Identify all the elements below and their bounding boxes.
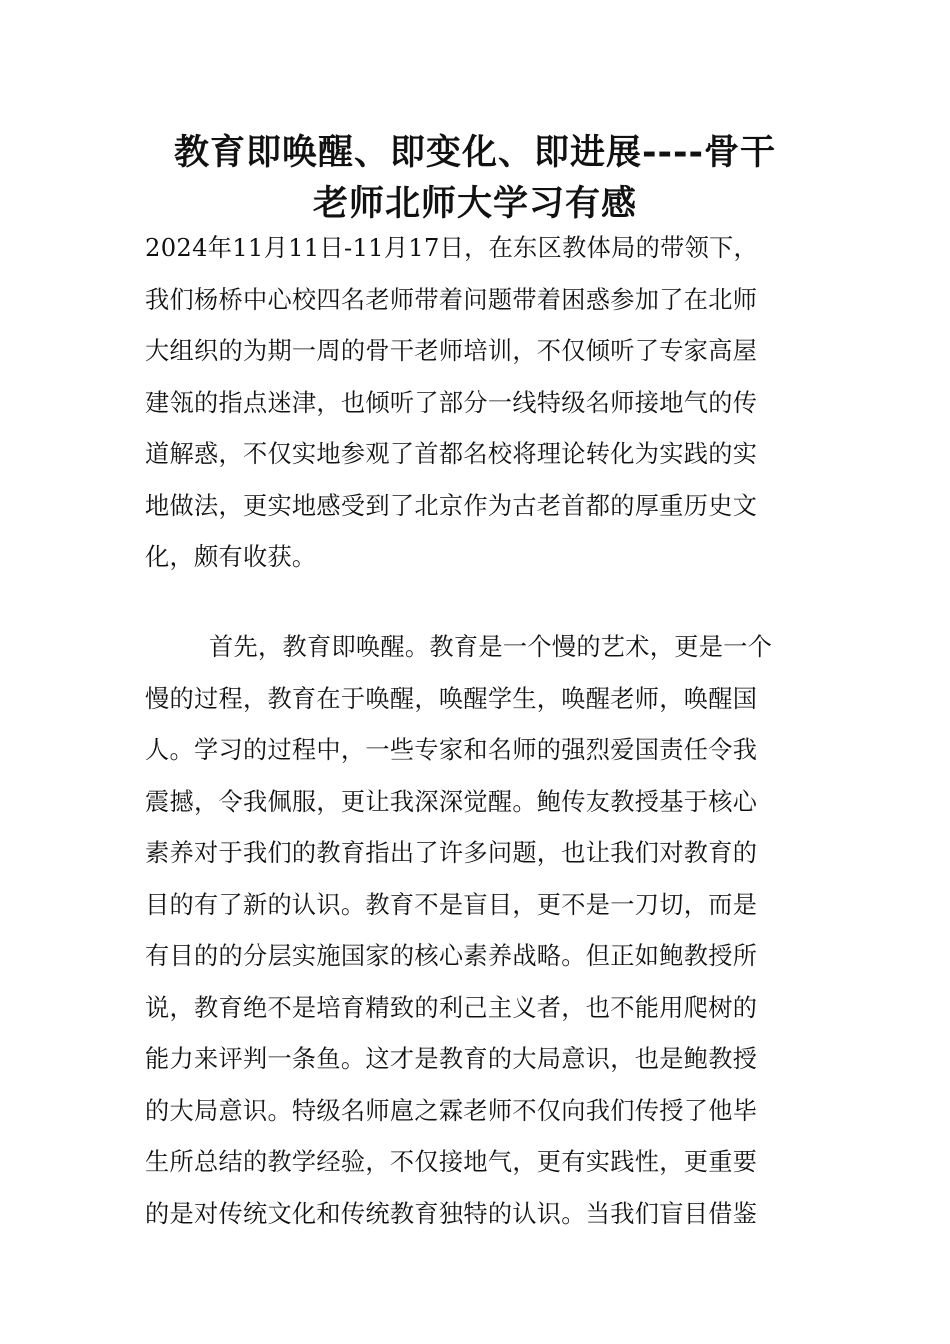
text-line: 化，颇有收获。 <box>145 543 317 571</box>
document-title <box>140 128 810 230</box>
text-line: 震撼，令我佩服，更让我深深觉醒。鲍传友教授基于核心 <box>145 787 758 816</box>
title-line: 教育即唤醒、即变化、即进展----骨干 <box>173 133 777 173</box>
text-line: 我们杨桥中心校四名老师带着问题带着困惑参加了在北师 <box>145 285 758 314</box>
text-line: 有目的的分层实施国家的核心素养战略。但正如鲍教授所 <box>145 942 758 970</box>
text-line: 慢的过程，教育在于唤醒，唤醒学生，唤醒老师，唤醒国 <box>145 684 758 713</box>
text-line: 能力来评判一条鱼。这才是教育的大局意识，也是鲍教授 <box>145 1045 758 1073</box>
text-line: 说，教育绝不是培育精致的利己主义者，也不能用爬树的 <box>145 993 758 1022</box>
paragraph-intro <box>145 223 810 584</box>
text-line: 道解惑，不仅实地参观了首都名校将理论转化为实践的实 <box>145 440 758 468</box>
text-line: 的大局意识。特级名师扈之霖老师不仅向我们传授了他毕 <box>145 1096 758 1125</box>
text-line: 建瓴的指点迷津，也倾听了部分一线特级名师接地气的传 <box>145 388 758 417</box>
text-line: 2024年11月11日-11月17日，在东区教体局的带领下， <box>145 234 759 262</box>
text-line: 生所总结的教学经验，不仅接地气，更有实践性，更重要 <box>145 1148 758 1176</box>
paragraph-education-awakening <box>145 622 810 1240</box>
title-line: 老师北师大学习有感 <box>312 184 637 224</box>
text-line: 目的有了新的认识。教育不是盲目，更不是一刀切，而是 <box>145 890 758 919</box>
text-line: 人。学习的过程中，一些专家和名师的强烈爱国责任令我 <box>145 736 758 764</box>
text-line: 素养对于我们的教育指出了许多问题，也让我们对教育的 <box>145 839 758 867</box>
text-line: 地做法，更实地感受到了北京作为古老首都的厚重历史文 <box>145 491 758 520</box>
text-line: 的是对传统文化和传统教育独特的认识。当我们盲目借鉴 <box>145 1199 758 1228</box>
text-line: 首先，教育即唤醒。教育是一个慢的艺术，更是一个 <box>209 633 773 661</box>
text-line: 大组织的为期一周的骨干老师培训，不仅倾听了专家高屋 <box>145 337 758 365</box>
